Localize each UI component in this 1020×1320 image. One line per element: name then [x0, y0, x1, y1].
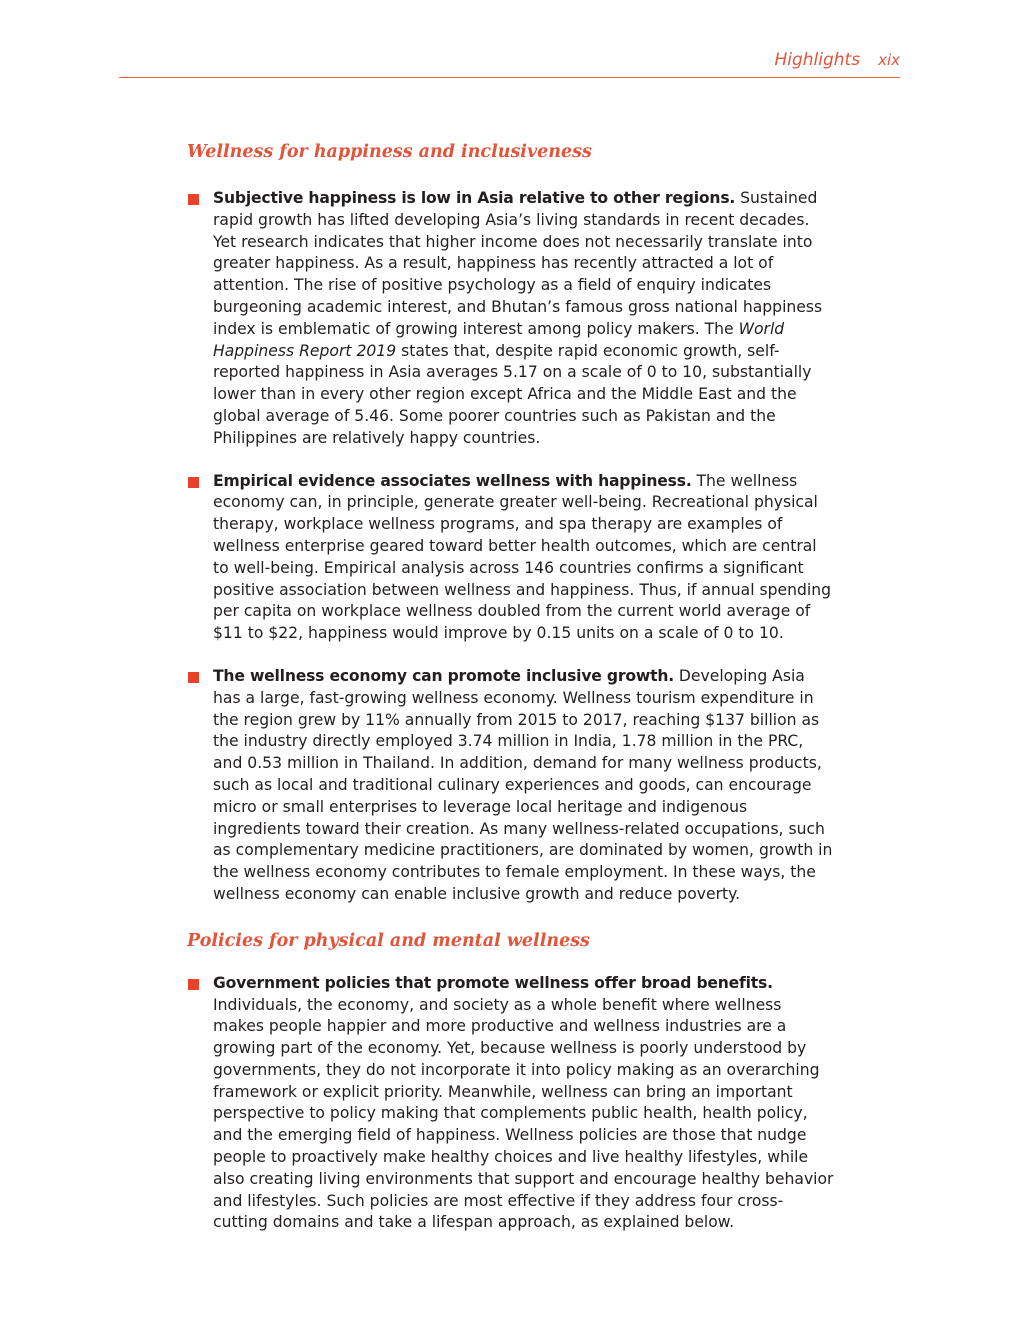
square-bullet-icon — [188, 672, 199, 683]
square-bullet-icon — [188, 477, 199, 488]
bullet-item-empirical-evidence — [187, 471, 835, 645]
bullet-text-continued: states that, despite rapid economic growth, self-reported happiness in Asia averages 5.17 on a scale of 0 to 10, substantially lower than in every other region except Africa and the Middle East and the global average of 5.46. Some poorer countries such as Pakistan and the Philippines are relatively happy countries. — [213, 341, 812, 447]
bullet-text: The wellness economy can, in principle, generate greater well-being. Recreational physical therapy, workplace wellness programs, and spa therapy are examples of wellness enterprise geared toward better health outcomes, which are central to well-being. Empirical analysis across 146 countries confirms a significant positive association between wellness and happiness. Thus, if annual spending per capita on workplace wellness doubled from the current world average of $11 to $22, happiness would improve by 0.15 units on a scale of 0 to 10. — [213, 471, 832, 643]
bullet-item-inclusive-growth — [187, 666, 835, 906]
bullet-lead: Empirical evidence associates wellness with happiness. — [213, 471, 692, 490]
page-body — [187, 138, 835, 1255]
header-section-name: Highlights — [774, 50, 861, 70]
bullet-lead: Government policies that promote wellness offer broad benefits. — [213, 973, 773, 992]
bullet-lead: Subjective happiness is low in Asia relative to other regions. — [213, 189, 736, 207]
bullet-item-government-policies — [187, 973, 835, 1235]
bullet-item-subjective-happiness — [187, 188, 835, 450]
bullet-text: Developing Asia has a large, fast-growing wellness economy. Wellness tourism expenditure in the region grew by 11% annually from 2015 to 2017, reaching $137 billion as the industry directly employed 3.74 million in India, 1.78 million in the PRC, and 0.53 million in Thailand. In addition, demand for many wellness products, such as local and traditional culinary experiences and goods, can encourage micro or small enterprises to leverage local heritage and indigenous ingredients toward their creation. As many wellness-related occupations, such as complementary medicine practitioners, are dominated by women, growth in the wellness economy contributes to female employment. In these ways, the wellness economy can enable inclusive growth and reduce poverty. — [213, 666, 833, 903]
bullet-text: Individuals, the economy, and society as a whole benefit where wellness makes people happier and more productive and wellness industries are a growing part of the economy. Yet, because wellness is poorly understood by governments, they do not incorporate it into policy making as an overarching framework or explicit priority. Meanwhile, wellness can bring an important perspective to policy making that complements public health, health policy, and the emerging field of happiness. Wellness policies are those that nudge people to proactively make healthy choices and live healthy lifestyles, while also creating living environments that support and encourage healthy behavior and lifestyles. Such policies are most effective if they address four cross-cutting domains and take a lifespan approach, as explained below. — [213, 995, 834, 1232]
bullet-lead: The wellness economy can promote inclusive growth. — [213, 666, 674, 685]
bullet-text: Sustained rapid growth has lifted developing Asia’s living standards in recent decades. Yet research indicates that higher income does not necessarily translate into greater happiness. As a result, happiness has recently attracted a lot of attention. The rise of positive psychology as a field of enquiry indicates burgeoning academic interest, and Bhutan’s famous gross national happiness index is emblematic of growing interest among policy makers. The — [213, 189, 823, 338]
section-heading-wellness-happiness: Wellness for happiness and inclusiveness — [187, 142, 592, 162]
page-number: xix — [878, 51, 900, 69]
square-bullet-icon — [188, 194, 199, 205]
section-heading-policies: Policies for physical and mental wellness — [187, 930, 590, 951]
report-title: World Happiness Report 2019 — [213, 319, 785, 360]
running-header — [119, 50, 900, 78]
square-bullet-icon — [188, 979, 199, 990]
